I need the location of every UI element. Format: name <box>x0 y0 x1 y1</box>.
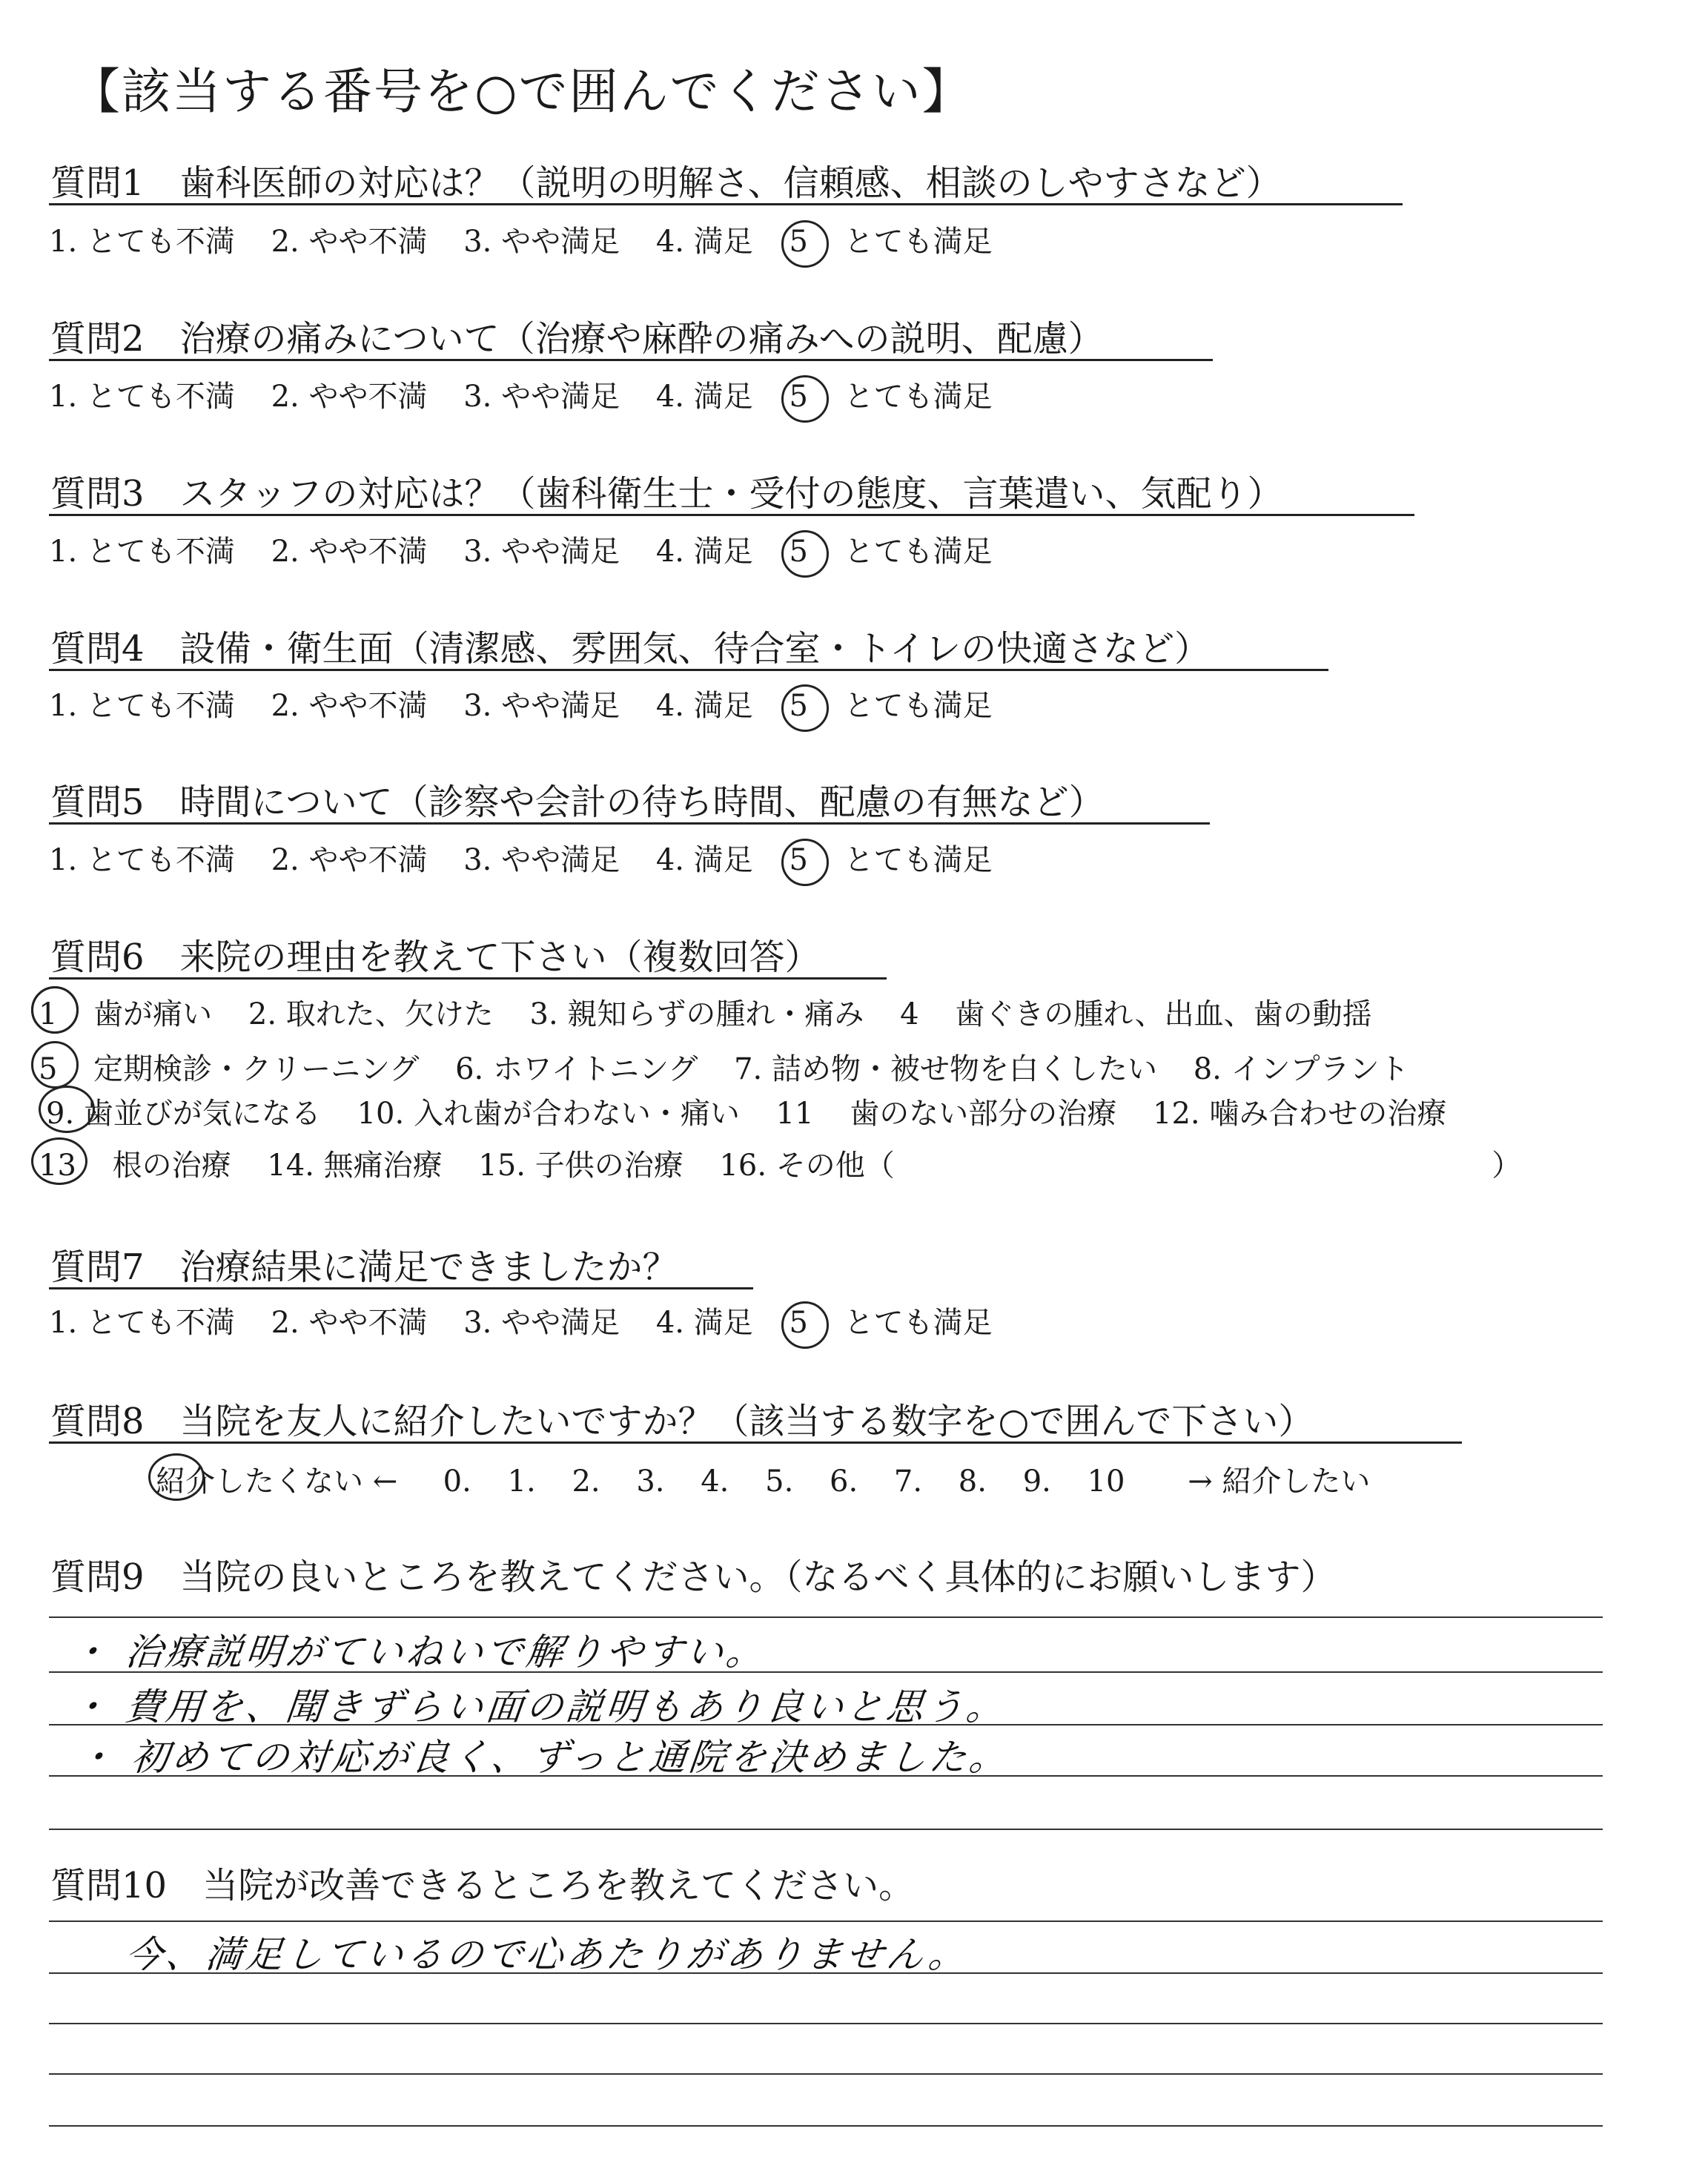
q8-scale-0[interactable]: 0. <box>443 1464 471 1499</box>
q9-handwritten-answer-3: ・ 初めての対応が良く、ずっと通院を決めました。 <box>74 1736 1012 1779</box>
q6-option-9[interactable]: 9. 歯並びが気になる <box>46 1097 321 1131</box>
q1-option-4[interactable]: 4. 満足 <box>655 225 753 259</box>
q1-option-5-label: とても満足 <box>844 225 993 259</box>
q3-option-3[interactable]: 3. やや満足 <box>463 535 620 569</box>
q6-option-1-circled[interactable]: 1 <box>39 997 58 1031</box>
q10-handwritten-answer-1: 今、満足しているので心あたりがありません。 <box>123 1933 971 1976</box>
q2-option-5-label: とても満足 <box>844 380 993 414</box>
q6-option-15[interactable]: 15. 子供の治療 <box>478 1149 683 1183</box>
question-2-label: 質問2 治療の痛みについて（治療や麻酔の痛みへの説明、配慮） <box>50 318 1104 360</box>
q3-option-2[interactable]: 2. やや不満 <box>271 535 428 569</box>
q4-option-5-circled[interactable]: 5 <box>789 689 808 723</box>
q6-option-8[interactable]: 8. インプラント <box>1193 1052 1409 1086</box>
q8-scale-9[interactable]: 9. <box>1022 1464 1051 1499</box>
q10-answer-line-4 <box>49 2073 1603 2075</box>
question-5-options <box>49 836 993 879</box>
q1-option-2[interactable]: 2. やや不満 <box>271 225 428 259</box>
q2-option-5-circled[interactable]: 5 <box>789 380 808 414</box>
q4-option-4[interactable]: 4. 満足 <box>655 689 753 723</box>
question-5-underline <box>49 822 1210 825</box>
question-6-row-4 <box>39 1142 1521 1184</box>
q2-option-1[interactable]: 1. とても不満 <box>49 380 235 414</box>
question-5-label: 質問5 時間について（診察や会計の待ち時間、配慮の有無など） <box>50 782 1105 823</box>
q7-option-3[interactable]: 3. やや満足 <box>463 1306 620 1340</box>
q6-option-14[interactable]: 14. 無痛治療 <box>267 1149 443 1183</box>
q7-option-5-label: とても満足 <box>844 1306 993 1340</box>
q5-option-2[interactable]: 2. やや不満 <box>271 843 428 877</box>
question-4-label: 質問4 設備・衛生面（清潔感、雰囲気、待合室・トイレの快適さなど） <box>50 628 1211 670</box>
question-4-options <box>49 682 993 724</box>
q5-option-5-circled[interactable]: 5 <box>789 843 808 877</box>
q2-option-2[interactable]: 2. やや不満 <box>271 380 428 414</box>
question-6-row-1 <box>39 991 1372 1033</box>
q8-scale-8[interactable]: 8. <box>958 1464 987 1499</box>
q4-option-1[interactable]: 1. とても不満 <box>49 689 235 723</box>
q6-option-11-circled[interactable]: 11 <box>775 1097 814 1131</box>
question-7-label: 質問7 治療結果に満足できましたか？ <box>50 1246 678 1288</box>
q6-option-4-label: 歯ぐきの腫れ、出血、歯の動揺 <box>955 997 1372 1031</box>
q7-option-1[interactable]: 1. とても不満 <box>49 1306 235 1340</box>
q3-option-5-circled[interactable]: 5 <box>789 535 808 569</box>
question-3-options <box>49 528 993 570</box>
q9-answer-line-5 <box>49 1829 1603 1830</box>
q6-option-5-label: 定期検診・クリーニング <box>93 1052 420 1086</box>
q6-option-3[interactable]: 3. 親知らずの腫れ・痛み <box>529 997 864 1031</box>
q10-answer-line-1 <box>49 1920 1603 1922</box>
q6-option-12[interactable]: 12. 噛み合わせの治療 <box>1153 1097 1447 1131</box>
q10-answer-line-5 <box>49 2125 1603 2127</box>
q8-scale-10-circled[interactable]: 10 <box>1087 1464 1125 1499</box>
question-10-label: 質問10 当院が改善できるところを教えてください。 <box>50 1865 915 1906</box>
q6-option-13-label: 根の治療 <box>112 1149 231 1183</box>
q7-option-5-circled[interactable]: 5 <box>789 1306 808 1340</box>
q1-option-1[interactable]: 1. とても不満 <box>49 225 235 259</box>
question-8-scale <box>156 1458 1370 1500</box>
q8-scale-4[interactable]: 4. <box>701 1464 729 1499</box>
question-6-row-2 <box>39 1046 1409 1088</box>
q1-option-3[interactable]: 3. やや満足 <box>463 225 620 259</box>
q6-option-6[interactable]: 6. ホワイトニング <box>455 1052 698 1086</box>
q7-option-2[interactable]: 2. やや不満 <box>271 1306 428 1340</box>
q8-scale-7[interactable]: 7. <box>893 1464 923 1499</box>
question-7-options <box>49 1299 993 1341</box>
question-2-underline <box>49 359 1213 361</box>
q6-option-4-circled[interactable]: 4 <box>900 997 919 1031</box>
question-1-label: 質問1 歯科医師の対応は？（説明の明解さ、信頼感、相談のしやすさなど） <box>50 162 1282 204</box>
question-9-label: 質問9 当院の良いところを教えてください。（なるべく具体的にお願いします） <box>50 1556 1337 1598</box>
q8-scale-1[interactable]: 1. <box>507 1464 536 1499</box>
q1-option-5-circled[interactable]: 5 <box>789 225 808 259</box>
q6-option-1-label: 歯が痛い <box>93 997 213 1031</box>
q3-option-4[interactable]: 4. 満足 <box>655 535 753 569</box>
q6-option-2[interactable]: 2. 取れた、欠けた <box>248 997 494 1031</box>
question-6-underline <box>49 977 887 980</box>
q5-option-1[interactable]: 1. とても不満 <box>49 843 235 877</box>
q6-option-13-circled[interactable]: 13 <box>39 1149 76 1183</box>
q5-option-3[interactable]: 3. やや満足 <box>463 843 620 877</box>
question-6-label: 質問6 来院の理由を教えて下さい（複数回答） <box>50 937 821 978</box>
q2-option-4[interactable]: 4. 満足 <box>655 380 753 414</box>
q5-option-5-label: とても満足 <box>844 843 993 877</box>
q9-answer-line-1 <box>49 1616 1603 1618</box>
q2-option-3[interactable]: 3. やや満足 <box>463 380 620 414</box>
question-1-options <box>49 218 993 260</box>
q5-option-4[interactable]: 4. 満足 <box>655 843 753 877</box>
question-2-options <box>49 373 993 415</box>
q6-option-7[interactable]: 7. 詰め物・被せ物を白くしたい <box>734 1052 1157 1086</box>
q7-option-4[interactable]: 4. 満足 <box>655 1306 753 1340</box>
q9-handwritten-answer-2: ・ 費用を、聞きずらい面の説明もあり良いと思う。 <box>68 1685 1009 1728</box>
q8-scale-2[interactable]: 2. <box>572 1464 600 1499</box>
q8-scale-left-label: 紹介したくない ← <box>156 1464 398 1499</box>
q4-option-2[interactable]: 2. やや不満 <box>271 689 428 723</box>
q8-scale-3[interactable]: 3. <box>636 1464 665 1499</box>
q8-scale-right-label: → 紹介したい <box>1188 1464 1371 1499</box>
question-6-row-3 <box>46 1090 1446 1132</box>
q6-option-11-label: 歯のない部分の治療 <box>850 1097 1117 1131</box>
q3-option-5-label: とても満足 <box>844 535 993 569</box>
question-8-underline <box>49 1441 1462 1444</box>
q6-other-close-paren: ） <box>1492 1149 1522 1183</box>
q8-scale-5[interactable]: 5. <box>765 1464 794 1499</box>
q6-option-10[interactable]: 10. 入れ歯が合わない・痛い <box>357 1097 740 1131</box>
q6-option-5-circled[interactable]: 5 <box>39 1052 58 1086</box>
q6-option-16[interactable]: 16. その他（ <box>719 1149 895 1183</box>
q4-option-5-label: とても満足 <box>844 689 993 723</box>
question-3-underline <box>49 514 1414 516</box>
q8-scale-6[interactable]: 6. <box>830 1464 858 1499</box>
q3-option-1[interactable]: 1. とても不満 <box>49 535 235 569</box>
question-4-underline <box>49 669 1328 671</box>
q10-answer-line-3 <box>49 2023 1603 2024</box>
q9-handwritten-answer-1: ・ 治療説明がていねいで解りやすい。 <box>68 1631 769 1674</box>
q4-option-3[interactable]: 3. やや満足 <box>463 689 620 723</box>
question-3-label: 質問3 スタッフの対応は？（歯科衛生士・受付の態度、言葉遣い、気配り） <box>50 473 1283 515</box>
question-1-underline <box>49 203 1403 205</box>
question-8-label: 質問8 当院を友人に紹介したいですか？（該当する数字を○で囲んで下さい） <box>50 1401 1314 1442</box>
page-title: 【該当する番号を○で囲んでください】 <box>71 63 973 120</box>
question-7-underline <box>49 1287 753 1289</box>
